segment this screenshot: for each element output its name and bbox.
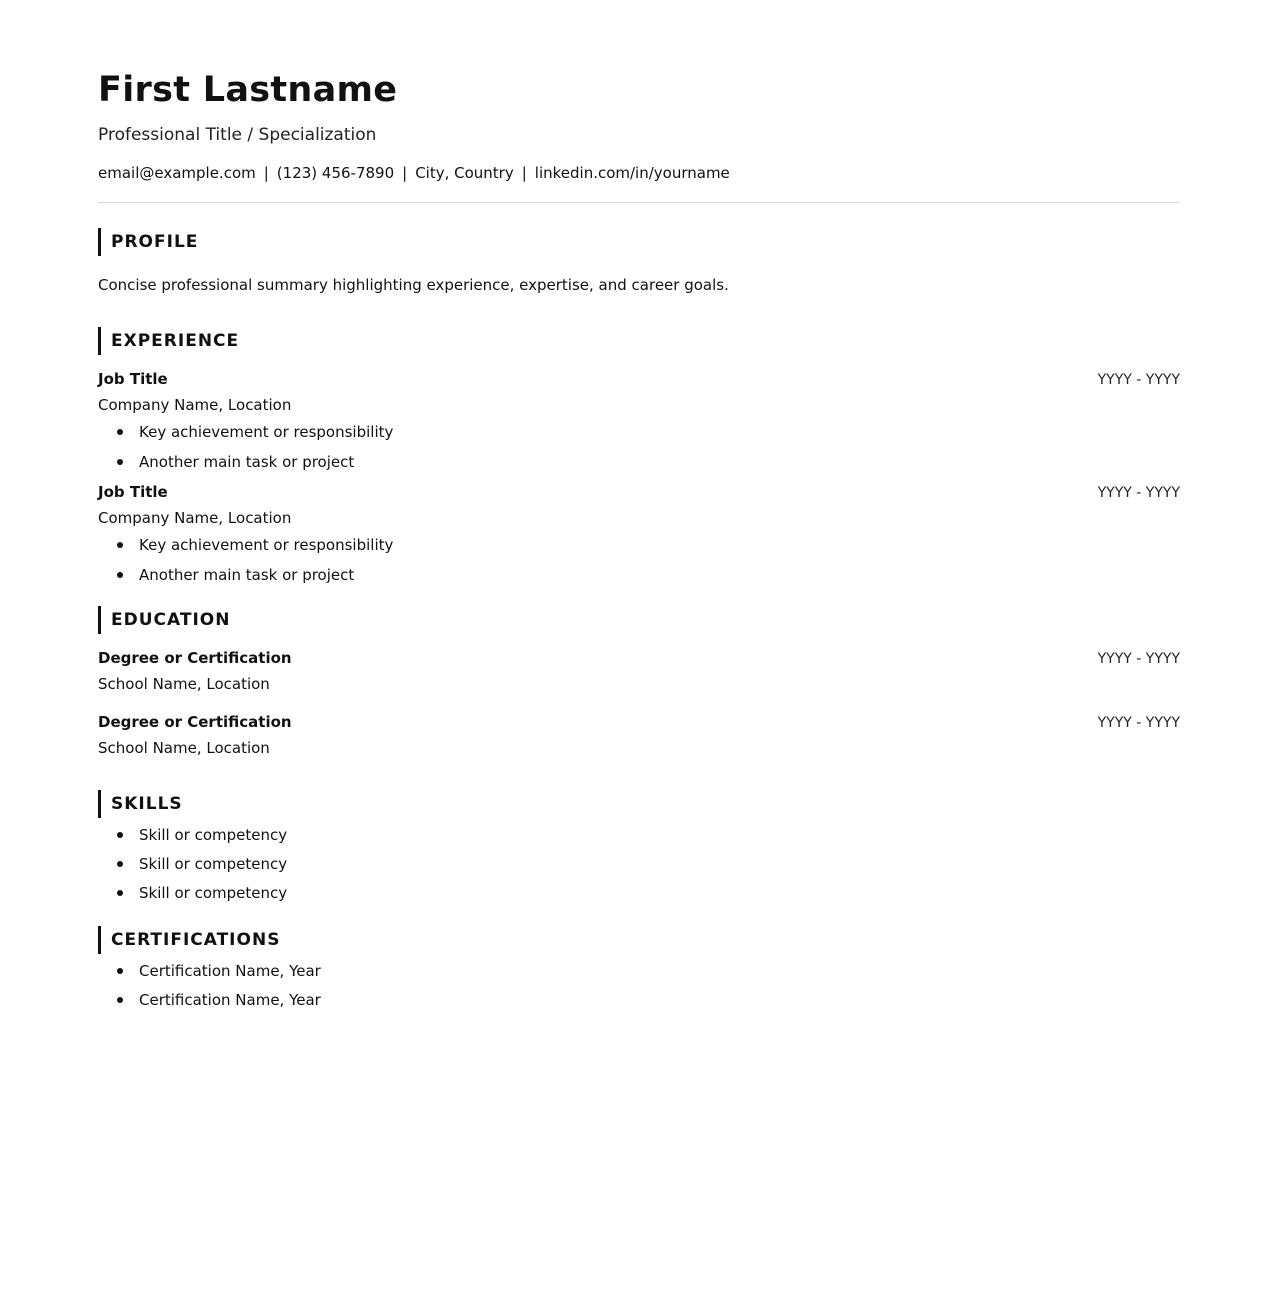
education-entry	[98, 712, 1180, 758]
list-item: Certification Name, Year	[139, 961, 1180, 981]
list-item: Key achievement or responsibility	[139, 535, 1180, 555]
experience-entry	[98, 369, 1180, 472]
education-dates: YYYY - YYYY	[1097, 651, 1180, 667]
job-title: Job Title	[98, 370, 168, 388]
list-item: Key achievement or responsibility	[139, 422, 1180, 442]
contact-separator: |	[263, 164, 269, 182]
section-heading-profile: PROFILE	[98, 228, 1180, 256]
profile-section	[98, 228, 1180, 295]
job-title: Job Title	[98, 483, 168, 501]
contact-phone: (123) 456-7890	[276, 164, 395, 182]
job-dates: YYYY - YYYY	[1097, 485, 1180, 501]
contact-line	[98, 163, 1180, 183]
section-heading-education: EDUCATION	[98, 606, 1180, 634]
list-item: Skill or competency	[139, 825, 1180, 845]
contact-separator: |	[521, 164, 527, 182]
experience-section	[98, 327, 1180, 585]
list-item: Certification Name, Year	[139, 990, 1180, 1010]
section-heading-skills: SKILLS	[98, 790, 1180, 818]
degree-title: Degree or Certification	[98, 713, 292, 731]
certifications-list	[98, 961, 1180, 1010]
company-name: Company Name, Location	[98, 509, 292, 527]
list-item: Another main task or project	[139, 565, 1180, 585]
list-item: Another main task or project	[139, 452, 1180, 472]
professional-title: Professional Title / Specialization	[98, 125, 377, 145]
contact-linkedin: linkedin.com/in/yourname	[534, 164, 730, 182]
header-divider	[98, 202, 1180, 203]
job-dates: YYYY - YYYY	[1097, 372, 1180, 388]
list-item: Skill or competency	[139, 883, 1180, 903]
profile-summary: Concise professional summary highlighting experience, expertise, and career goals.	[98, 276, 729, 294]
job-bullets	[98, 422, 1180, 472]
education-entry	[98, 648, 1180, 694]
list-item: Skill or competency	[139, 854, 1180, 874]
skills-list	[98, 825, 1180, 903]
section-heading-certifications: CERTIFICATIONS	[98, 926, 1180, 954]
degree-title: Degree or Certification	[98, 649, 292, 667]
certifications-section	[98, 926, 1180, 1010]
job-bullets	[98, 535, 1180, 585]
contact-email: email@example.com	[98, 164, 256, 182]
experience-entry	[98, 482, 1180, 585]
skills-section	[98, 790, 1180, 903]
contact-location: City, Country	[415, 164, 514, 182]
resume-page	[98, 0, 1180, 1010]
company-name: Company Name, Location	[98, 396, 292, 414]
school-name: School Name, Location	[98, 739, 270, 757]
school-name: School Name, Location	[98, 675, 270, 693]
section-heading-experience: EXPERIENCE	[98, 327, 1180, 355]
education-dates: YYYY - YYYY	[1097, 715, 1180, 731]
contact-separator: |	[402, 164, 408, 182]
candidate-name: First Lastname	[98, 70, 398, 110]
education-section	[98, 606, 1180, 758]
